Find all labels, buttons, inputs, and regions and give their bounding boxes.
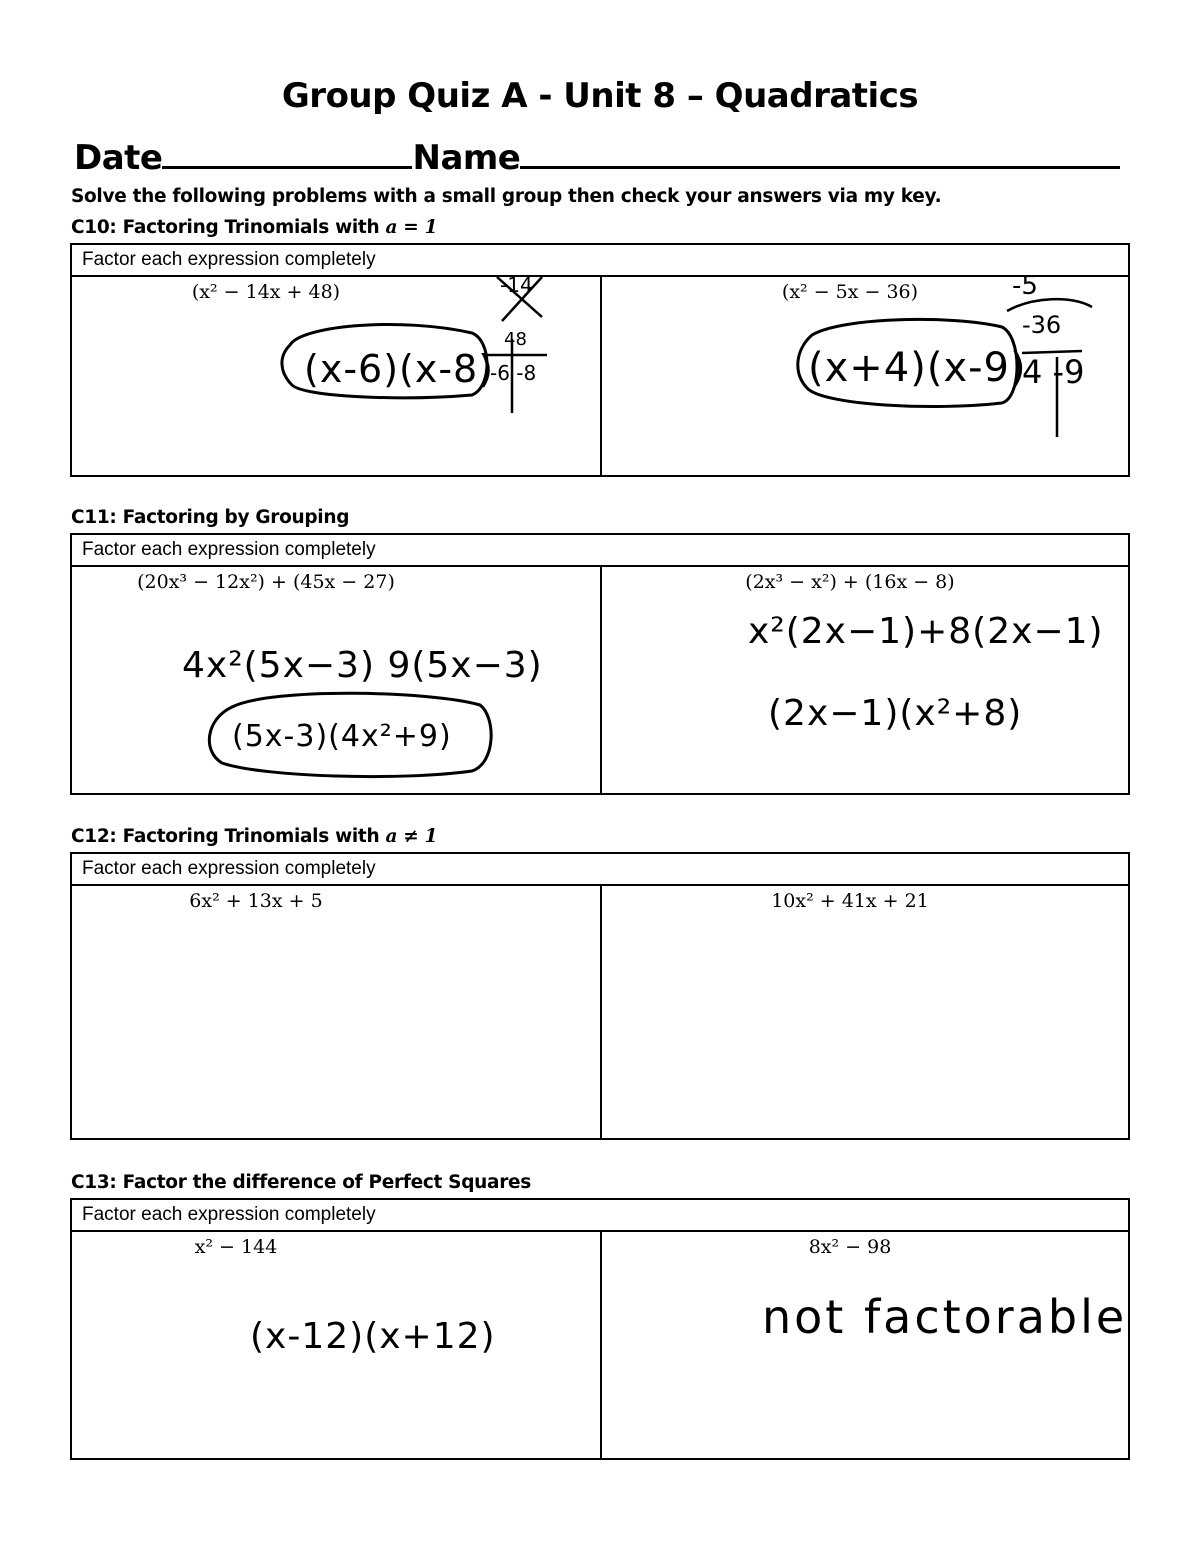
problem-cell — [602, 886, 1128, 1140]
expression: (2x³ − x²) + (16x − 8) — [745, 571, 955, 593]
handwritten-answer: (x-6)(x-8) — [304, 347, 495, 391]
handwritten-answer: (5x-3)(4x²+9) — [232, 719, 452, 754]
section-heading-c11: C11: Factoring by Grouping — [71, 507, 350, 528]
expression: x² − 144 — [194, 1236, 278, 1258]
problem-cell — [72, 273, 602, 477]
name-blank[interactable] — [520, 136, 1120, 169]
name-label: Name — [412, 138, 521, 178]
problem-cell — [72, 886, 602, 1140]
problem-cell — [72, 1232, 602, 1460]
expression: 8x² − 98 — [808, 1236, 892, 1258]
box-header: Factor each expression completely — [72, 535, 1128, 567]
section-box-c13 — [70, 1198, 1130, 1460]
instructions: Solve the following problems with a small group then check your answers via my key. — [71, 186, 942, 207]
date-name-line — [74, 136, 1120, 178]
problem-cell — [72, 567, 602, 795]
handwritten-work: x²(2x−1)+8(2x−1) — [748, 611, 1104, 652]
handwritten-work: -5 — [1012, 271, 1038, 301]
expression: 10x² + 41x + 21 — [771, 890, 929, 912]
box-header: Factor each expression completely — [72, 1200, 1128, 1232]
expression: (x² − 14x + 48) — [191, 281, 341, 303]
handwritten-answer: (x-12)(x+12) — [250, 1316, 496, 1357]
date-label: Date — [74, 138, 163, 178]
problem-cell — [602, 271, 1128, 477]
expression: (20x³ − 12x²) + (45x − 27) — [137, 571, 395, 593]
handwritten-answer: (x+4)(x-9) — [808, 345, 1027, 391]
handwritten-work: -14 — [500, 273, 533, 297]
section-heading-c12: C12: Factoring Trinomials with a ≠ 1 — [71, 826, 438, 847]
handwritten-work: -6 -8 — [490, 361, 537, 385]
section-heading-c10: C10: Factoring Trinomials with a = 1 — [71, 217, 438, 238]
expression: 6x² + 13x + 5 — [189, 890, 323, 912]
section-box-c12 — [70, 852, 1130, 1140]
handwritten-work: -36 — [1022, 311, 1062, 339]
expression: (x² − 5x − 36) — [781, 281, 919, 303]
page-title: Group Quiz A - Unit 8 – Quadratics — [281, 76, 919, 116]
section-box-c11 — [70, 533, 1130, 795]
section-box-c10 — [70, 243, 1130, 477]
section-heading-c13: C13: Factor the difference of Perfect Squares — [71, 1172, 531, 1193]
box-header: Factor each expression completely — [72, 245, 1128, 277]
handwritten-work: 4 -9 — [1022, 353, 1085, 391]
heading-math: a = 1 — [385, 217, 438, 238]
date-blank[interactable] — [162, 136, 412, 169]
handwritten-work: 4x²(5x−3) 9(5x−3) — [182, 645, 543, 686]
handwritten-answer: (2x−1)(x²+8) — [768, 693, 1023, 734]
heading-math: a ≠ 1 — [385, 826, 438, 847]
handwritten-answer: not factorable — [762, 1290, 1128, 1344]
problem-cell — [602, 1232, 1128, 1460]
handwritten-work: 48 — [504, 329, 527, 350]
box-header: Factor each expression completely — [72, 854, 1128, 886]
problem-cell — [602, 567, 1128, 795]
